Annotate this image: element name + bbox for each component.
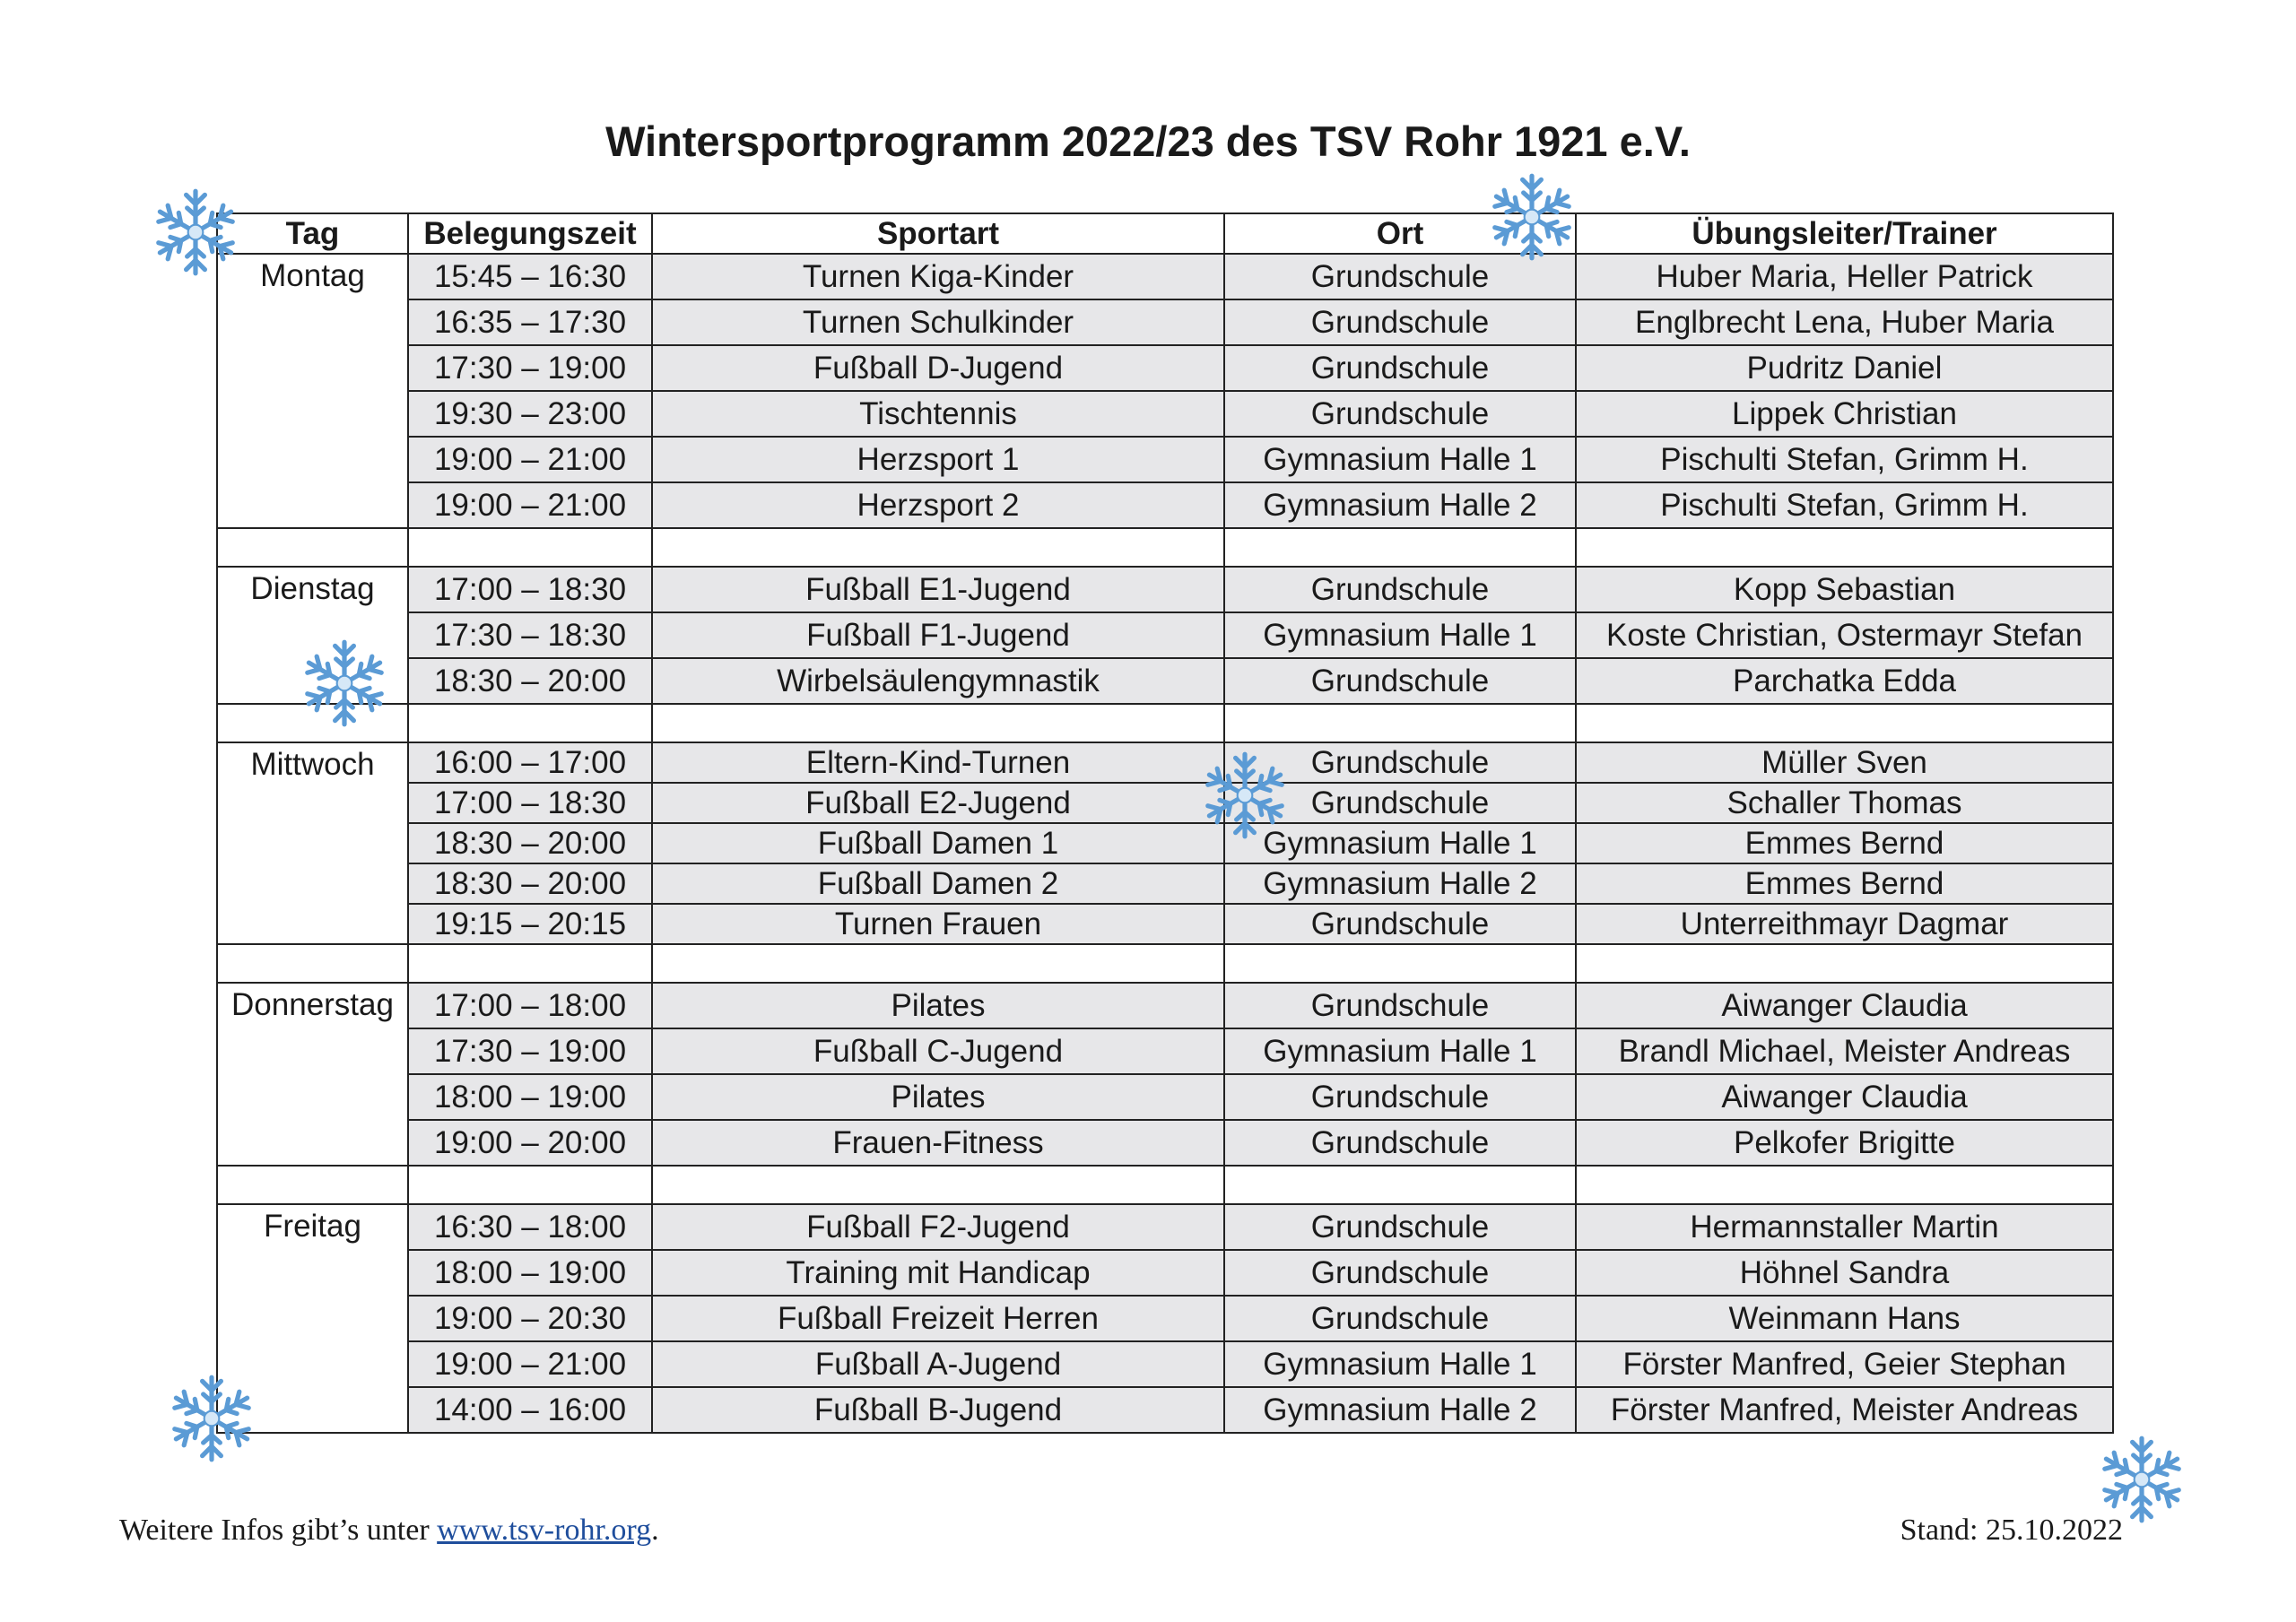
day-label: Montag	[260, 258, 365, 293]
trainer-cell: Emmes Bernd	[1576, 863, 2113, 904]
trainer-cell: Pudritz Daniel	[1576, 345, 2113, 391]
time-cell: 19:15 – 20:15	[408, 904, 652, 944]
sport-cell: Fußball E1-Jugend	[652, 567, 1224, 612]
time-cell: 19:30 – 23:00	[408, 391, 652, 437]
trainer-cell: Höhnel Sandra	[1576, 1250, 2113, 1296]
table-row	[217, 254, 2113, 299]
place-cell: Gymnasium Halle 1	[1224, 1341, 1576, 1387]
time-cell: 18:00 – 19:00	[408, 1074, 652, 1120]
spacer-row	[217, 1166, 2113, 1204]
sport-cell: Fußball A-Jugend	[652, 1341, 1224, 1387]
trainer-cell: Huber Maria, Heller Patrick	[1576, 254, 2113, 299]
time-cell: 19:00 – 21:00	[408, 482, 652, 528]
snowflake-icon	[1485, 170, 1578, 264]
sport-cell: Tischtennis	[652, 391, 1224, 437]
trainer-cell: Pischulti Stefan, Grimm H.	[1576, 482, 2113, 528]
sport-cell: Fußball Damen 2	[652, 863, 1224, 904]
time-cell: 18:00 – 19:00	[408, 1250, 652, 1296]
table-row	[217, 482, 2113, 528]
place-cell: Gymnasium Halle 1	[1224, 437, 1576, 482]
sport-cell: Frauen-Fitness	[652, 1120, 1224, 1166]
place-cell: Grundschule	[1224, 742, 1576, 783]
spacer-cell	[408, 1166, 652, 1204]
sport-cell: Pilates	[652, 1074, 1224, 1120]
place-cell: Grundschule	[1224, 1296, 1576, 1341]
day-label: Dienstag	[250, 571, 375, 606]
table-row	[217, 1296, 2113, 1341]
place-cell: Gymnasium Halle 2	[1224, 482, 1576, 528]
place-cell: Grundschule	[1224, 983, 1576, 1028]
trainer-cell: Unterreithmayr Dagmar	[1576, 904, 2113, 944]
place-cell: Gymnasium Halle 2	[1224, 1387, 1576, 1433]
spacer-cell	[1576, 528, 2113, 567]
place-cell: Grundschule	[1224, 567, 1576, 612]
spacer-cell	[1224, 528, 1576, 567]
place-cell: Grundschule	[1224, 1120, 1576, 1166]
place-cell: Grundschule	[1224, 1074, 1576, 1120]
spacer-cell	[652, 704, 1224, 742]
time-cell: 16:35 – 17:30	[408, 299, 652, 345]
time-cell: 18:30 – 20:00	[408, 863, 652, 904]
sport-cell: Fußball D-Jugend	[652, 345, 1224, 391]
spacer-cell	[217, 1166, 408, 1204]
table-row	[217, 1387, 2113, 1433]
sport-cell: Fußball B-Jugend	[652, 1387, 1224, 1433]
place-cell: Grundschule	[1224, 658, 1576, 704]
time-cell: 16:30 – 18:00	[408, 1204, 652, 1250]
place-cell: Grundschule	[1224, 391, 1576, 437]
time-cell: 17:00 – 18:00	[408, 983, 652, 1028]
time-cell: 19:00 – 20:00	[408, 1120, 652, 1166]
time-cell: 16:00 – 17:00	[408, 742, 652, 783]
snowflake-icon	[1198, 749, 1292, 842]
place-cell: Grundschule	[1224, 1250, 1576, 1296]
table-row	[217, 783, 2113, 823]
time-cell: 14:00 – 16:00	[408, 1387, 652, 1433]
table-row	[217, 742, 2113, 783]
time-cell: 18:30 – 20:00	[408, 658, 652, 704]
sport-cell: Turnen Kiga-Kinder	[652, 254, 1224, 299]
table-row	[217, 1120, 2113, 1166]
header-ort: Ort	[1224, 213, 1576, 254]
day-label: Donnerstag	[231, 987, 394, 1022]
trainer-cell: Brandl Michael, Meister Andreas	[1576, 1028, 2113, 1074]
table-header-row	[217, 213, 2113, 254]
time-cell: 19:00 – 21:00	[408, 1341, 652, 1387]
sport-cell: Training mit Handicap	[652, 1250, 1224, 1296]
day-label: Freitag	[264, 1209, 361, 1244]
time-cell: 17:30 – 18:30	[408, 612, 652, 658]
header-tag: Tag	[217, 213, 408, 254]
sport-cell: Eltern-Kind-Turnen	[652, 742, 1224, 783]
table-row	[217, 823, 2113, 863]
table-row	[217, 612, 2113, 658]
footer-info-suffix: .	[651, 1514, 659, 1547]
sport-cell: Fußball Freizeit Herren	[652, 1296, 1224, 1341]
table-row	[217, 345, 2113, 391]
sport-cell: Fußball F2-Jugend	[652, 1204, 1224, 1250]
sport-cell: Pilates	[652, 983, 1224, 1028]
trainer-cell: Lippek Christian	[1576, 391, 2113, 437]
place-cell: Gymnasium Halle 1	[1224, 1028, 1576, 1074]
trainer-cell: Hermannstaller Martin	[1576, 1204, 2113, 1250]
snowflake-icon	[165, 1372, 258, 1465]
table-row	[217, 437, 2113, 482]
trainer-cell: Pelkofer Brigitte	[1576, 1120, 2113, 1166]
trainer-cell: Förster Manfred, Meister Andreas	[1576, 1387, 2113, 1433]
sport-cell: Fußball Damen 1	[652, 823, 1224, 863]
snowflake-icon	[2095, 1433, 2188, 1526]
table-row	[217, 904, 2113, 944]
spacer-cell	[217, 528, 408, 567]
trainer-cell: Pischulti Stefan, Grimm H.	[1576, 437, 2113, 482]
trainer-cell: Englbrecht Lena, Huber Maria	[1576, 299, 2113, 345]
time-cell: 17:30 – 19:00	[408, 345, 652, 391]
table-row	[217, 658, 2113, 704]
snowflake-icon	[298, 637, 391, 730]
sport-cell: Fußball E2-Jugend	[652, 783, 1224, 823]
sport-cell: Herzsport 2	[652, 482, 1224, 528]
place-cell: Grundschule	[1224, 299, 1576, 345]
table-row	[217, 391, 2113, 437]
spacer-cell	[1224, 944, 1576, 983]
spacer-cell	[217, 944, 408, 983]
sport-cell: Turnen Frauen	[652, 904, 1224, 944]
time-cell: 19:00 – 20:30	[408, 1296, 652, 1341]
website-link[interactable]: www.tsv-rohr.org	[437, 1514, 652, 1547]
table-row	[217, 983, 2113, 1028]
place-cell: Grundschule	[1224, 1204, 1576, 1250]
sport-cell: Fußball C-Jugend	[652, 1028, 1224, 1074]
trainer-cell: Aiwanger Claudia	[1576, 983, 2113, 1028]
spacer-row	[217, 528, 2113, 567]
place-cell: Gymnasium Halle 1	[1224, 612, 1576, 658]
day-cell	[217, 983, 408, 1166]
time-cell: 15:45 – 16:30	[408, 254, 652, 299]
table-row	[217, 567, 2113, 612]
time-cell: 18:30 – 20:00	[408, 823, 652, 863]
table-row	[217, 1250, 2113, 1296]
table-row	[217, 1341, 2113, 1387]
header-sportart: Sportart	[652, 213, 1224, 254]
table-row	[217, 1028, 2113, 1074]
schedule-body	[217, 254, 2113, 1433]
table-row	[217, 1074, 2113, 1120]
trainer-cell: Parchatka Edda	[1576, 658, 2113, 704]
time-cell: 19:00 – 21:00	[408, 437, 652, 482]
trainer-cell: Müller Sven	[1576, 742, 2113, 783]
header-belegungszeit: Belegungszeit	[408, 213, 652, 254]
day-cell	[217, 742, 408, 944]
place-cell: Grundschule	[1224, 254, 1576, 299]
header-trainer: Übungsleiter/Trainer	[1576, 213, 2113, 254]
spacer-cell	[1576, 704, 2113, 742]
spacer-row	[217, 944, 2113, 983]
time-cell: 17:30 – 19:00	[408, 1028, 652, 1074]
page-title: Wintersportprogramm 2022/23 des TSV Rohr 1921 e.V.	[605, 117, 1691, 165]
trainer-cell: Aiwanger Claudia	[1576, 1074, 2113, 1120]
table-row	[217, 299, 2113, 345]
place-cell: Grundschule	[1224, 345, 1576, 391]
sport-cell: Turnen Schulkinder	[652, 299, 1224, 345]
sport-cell: Wirbelsäulengymnastik	[652, 658, 1224, 704]
trainer-cell: Kopp Sebastian	[1576, 567, 2113, 612]
trainer-cell: Förster Manfred, Geier Stephan	[1576, 1341, 2113, 1387]
sport-cell: Fußball F1-Jugend	[652, 612, 1224, 658]
schedule-table	[216, 213, 2114, 1434]
footer-stand: Stand: 25.10.2022	[1900, 1514, 2123, 1547]
sport-cell: Herzsport 1	[652, 437, 1224, 482]
time-cell: 17:00 – 18:30	[408, 783, 652, 823]
table-row	[217, 863, 2113, 904]
spacer-cell	[1224, 1166, 1576, 1204]
place-cell: Gymnasium Halle 1	[1224, 823, 1576, 863]
place-cell: Grundschule	[1224, 783, 1576, 823]
spacer-cell	[652, 944, 1224, 983]
place-cell: Grundschule	[1224, 904, 1576, 944]
trainer-cell: Schaller Thomas	[1576, 783, 2113, 823]
trainer-cell: Weinmann Hans	[1576, 1296, 2113, 1341]
footer-info	[119, 1514, 659, 1548]
spacer-cell	[652, 1166, 1224, 1204]
spacer-cell	[1576, 1166, 2113, 1204]
snowflake-icon	[149, 186, 242, 279]
trainer-cell: Koste Christian, Ostermayr Stefan	[1576, 612, 2113, 658]
trainer-cell: Emmes Bernd	[1576, 823, 2113, 863]
time-cell: 17:00 – 18:30	[408, 567, 652, 612]
spacer-cell	[408, 528, 652, 567]
place-cell: Gymnasium Halle 2	[1224, 863, 1576, 904]
spacer-cell	[1576, 944, 2113, 983]
table-row	[217, 1204, 2113, 1250]
spacer-cell	[1224, 704, 1576, 742]
spacer-cell	[408, 944, 652, 983]
spacer-cell	[408, 704, 652, 742]
spacer-cell	[652, 528, 1224, 567]
day-cell	[217, 254, 408, 528]
footer-info-prefix: Weitere Infos gibt’s unter	[119, 1514, 438, 1547]
day-label: Mittwoch	[250, 747, 375, 782]
spacer-row	[217, 704, 2113, 742]
